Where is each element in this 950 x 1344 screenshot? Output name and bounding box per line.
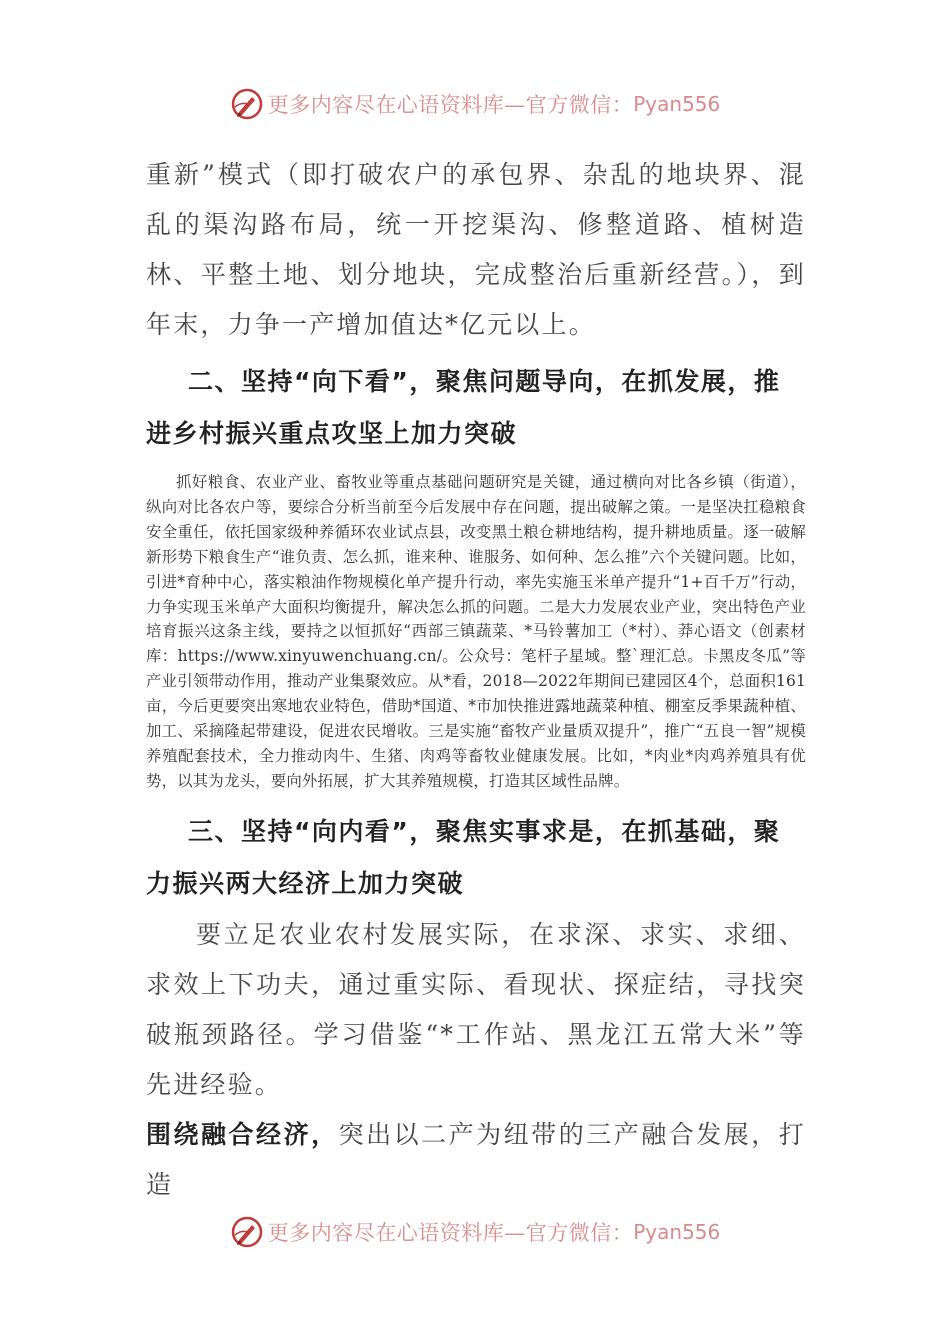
document-body <box>146 150 806 1210</box>
header-banner <box>0 80 950 128</box>
pen-logo-icon <box>230 87 264 121</box>
footer-banner-text: 更多内容尽在心语资料库—官方微信： <box>267 1221 634 1245</box>
footer-banner-wechat-id: Pyan556 <box>633 1220 721 1244</box>
banner-wechat-id: Pyan556 <box>633 92 721 116</box>
pen-logo-icon <box>230 1215 264 1249</box>
paragraph-3: 要立足农业农村发展实际，在求深、求实、求细、求效上下功夫，通过重实际、看现状、探症结，寻找突破瓶颈路径。学习借鉴“*工作站、黑龙江五常大米”等先进经验。 <box>146 919 806 1099</box>
paragraph-2: 抓好粮食、农业产业、畜牧业等重点基础问题研究是关键，通过横向对比各乡镇（街道），纵向对比各农户等，要综合分析当前至今后发展中存在问题，提出破解之策。一是坚决扛稳粮食安全重任，依托国家级种养循环农业试点县，改变黑土粮仓耕地结构，提升耕地质量。逐一破解新形势下粮食生产“谁负责、怎么抓，谁来种、谁服务、如何种、怎么推”六个关键问题。比如，引进*育种中心，落实粮油作物规模化单产提升行动，率先实施玉米单产提升“1+百千万”行动，力争实现玉米单产大面积均衡提升，解决怎么抓的问题。二是大力发展农业产业，突出特色产业培育振兴这条主线，要持之以恒抓好“西部三镇蔬菜、*马铃薯加工（*村）、莽心语文（创素材库：https://www.xinyuwenchuang.cn/。公众号：笔杆子星域。整`理汇总。卡黑皮冬瓜”等产业引领带动作用，推动产业集聚效应。从*看，2018—2022年期间已建园区4个，总面积161亩，今后更要突出寒地农业特色，借助*国道、*市加快推进露地蔬菜种植、棚室反季果蔬种植、加工、采摘隆起带建设，促进农民增收。三是实施“畜牧产业量质双提升”，推广“五良一智”规模养殖配套技术，全力推动肉牛、生猪、肉鸡等畜牧业健康发展。比如，*肉业*肉鸡养殖具有优势，以其为龙头，要向外拓展，扩大其养殖规模，打造其区域性品牌。 <box>146 473 806 790</box>
section-heading-3: 三、坚持“向内看”，聚焦实事求是，在抓基础，聚力振兴两大经济上加力突破 <box>146 816 781 898</box>
paragraph-4 <box>146 1110 806 1210</box>
paragraph-4-text: 突出以二产为纽带的三产融合发展，打造 <box>146 1119 806 1199</box>
paragraph-4-lead: 围绕融合经济， <box>146 1119 339 1149</box>
footer-banner <box>0 1208 950 1256</box>
section-heading-2: 二、坚持“向下看”，聚焦问题导向，在抓发展，推进乡村振兴重点攻坚上加力突破 <box>146 367 781 448</box>
paragraph-1: 重新”模式（即打破农户的承包界、杂乱的地块界、混乱的渠沟路布局，统一开挖渠沟、修整道路、植树造林、平整土地、划分地块，完成整治后重新经营。），到年末，力争一产增加值达*亿元以上。 <box>146 160 806 339</box>
banner-text: 更多内容尽在心语资料库—官方微信： <box>267 93 634 117</box>
